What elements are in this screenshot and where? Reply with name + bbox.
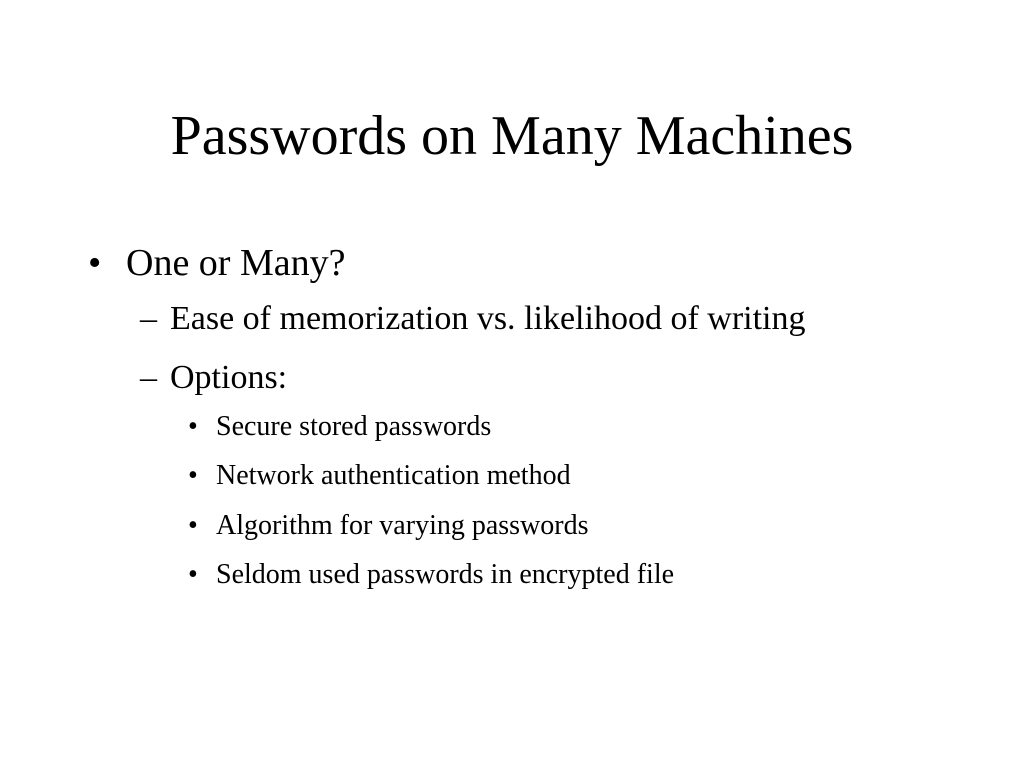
bullet-text: One or Many? xyxy=(126,242,346,284)
bullet-marker: • xyxy=(188,411,198,442)
bullet-marker: • xyxy=(188,559,198,590)
slide-content xyxy=(0,236,1024,656)
bullet-marker: • xyxy=(88,242,102,284)
bullet-text: Algorithm for varying passwords xyxy=(216,510,589,541)
bullet-text: Seldom used passwords in encrypted file xyxy=(216,559,675,590)
dash-marker: – xyxy=(140,300,157,337)
bullet-text: Options: xyxy=(170,359,288,396)
bullet-text: Secure stored passwords xyxy=(216,411,492,442)
slide-title: Passwords on Many Machines xyxy=(170,105,854,167)
bullet-text: Ease of memorization vs. likelihood of writing xyxy=(170,300,806,337)
bullet-text: Network authentication method xyxy=(216,460,571,491)
bullet-marker: • xyxy=(188,460,198,491)
bullet-marker: • xyxy=(188,510,198,541)
dash-marker: – xyxy=(140,359,157,396)
